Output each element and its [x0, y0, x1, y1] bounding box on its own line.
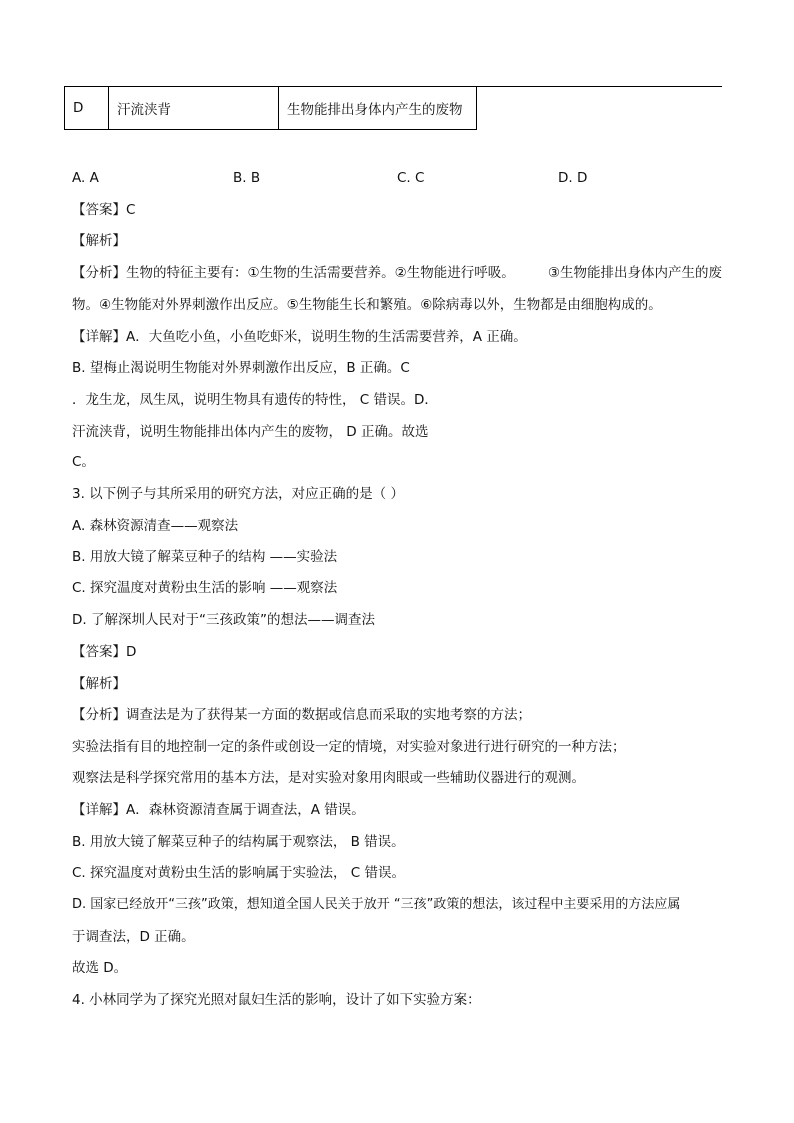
q2-detail-line3: ．龙生龙，凤生凤，说明生物具有遗传的特性， C 错误。D．	[72, 392, 438, 408]
q3-detail-line3: C. 探究温度对黄粉虫生活的影响属于实验法， C 错误。	[72, 865, 406, 881]
q3-option-d: D. 了解深圳人民对于“三孩政策”的想法——调查法	[72, 612, 375, 628]
q2-fenxi-line2: 物。④生物能对外界刺激作出反应。⑤生物能生长和繁殖。⑥除病毒以外，生物都是由细胞构成的。	[72, 297, 662, 313]
q2-detail-line4: 汗流浃背，说明生物能排出体内产生的废物， D 正确。故选	[72, 424, 429, 440]
q3-fenxi-line2: 实验法指有目的地控制一定的条件或创设一定的情境，对实验对象进行进行研究的一种方法；	[72, 739, 626, 755]
q3-fenxi-line1: 【分析】调查法是为了获得某一方面的数据或信息而采取的实地考察的方法；	[72, 707, 531, 723]
q2-detail-line1: 【详解】A．大鱼吃小鱼，小鱼吃虾米，说明生物的生活需要营养，A 正确。	[72, 329, 527, 345]
q2-option-b: B. B	[233, 170, 261, 186]
q3-detail-line5: 于调查法，D 正确。	[72, 929, 195, 945]
q2-options	[72, 170, 672, 190]
q2-analysis-label: 【解析】	[72, 233, 126, 249]
q3-detail-line1: 【详解】A．森林资源清查属于调查法，A 错误。	[72, 802, 365, 818]
table-row	[65, 87, 477, 130]
q2-answer: 【答案】C	[72, 202, 136, 218]
q3-option-b: B. 用放大镜了解菜豆种子的结构 ——实验法	[72, 549, 338, 565]
q2-detail-line5: C。	[72, 454, 95, 470]
table-cell-option: D	[65, 87, 109, 130]
q3-analysis-label: 【解析】	[72, 676, 126, 692]
q3-option-a: A. 森林资源清查——观察法	[72, 518, 239, 534]
q3-answer: 【答案】D	[72, 644, 137, 660]
q2-fenxi-part-b: ③生物能排出身体内产生的废	[547, 265, 722, 281]
q3-stem: 3. 以下例子与其所采用的研究方法，对应正确的是（ ）	[72, 486, 404, 502]
q2-detail-line2: B. 望梅止渴说明生物能对外界刺激作出反应，B 正确。C	[72, 360, 410, 376]
q4-stem: 4. 小林同学为了探究光照对鼠妇生活的影响，设计了如下实验方案：	[72, 992, 481, 1008]
q3-detail-line4: D. 国家已经放开“三孩”政策，想知道全国人民关于放开 “三孩”政策的想法，该过程中主要采用的方法应属	[72, 897, 681, 912]
q2-fenxi-part-a: 【分析】生物的特征主要有：①生物的生活需要营养。②生物能进行呼吸。	[72, 265, 515, 281]
options-table-fragment	[64, 86, 477, 130]
q2-fenxi-line1	[72, 263, 722, 283]
q3-fenxi-line3: 观察法是科学探究常用的基本方法，是对实验对象用肉眼或一些辅助仪器进行的观测。	[72, 770, 585, 786]
table-cell-feature: 生物能排出身体内产生的废物	[279, 87, 477, 130]
q2-option-c: C. C	[397, 170, 425, 186]
table-cell-example: 汗流浃背	[109, 87, 279, 130]
q2-option-a: A. A	[72, 170, 99, 186]
q3-detail-line2: B. 用放大镜了解菜豆种子的结构属于观察法， B 错误。	[72, 834, 405, 850]
q3-conclusion: 故选 D。	[72, 960, 128, 976]
q3-option-c: C. 探究温度对黄粉虫生活的影响 ——观察法	[72, 580, 338, 596]
q2-option-d: D. D	[558, 170, 588, 186]
